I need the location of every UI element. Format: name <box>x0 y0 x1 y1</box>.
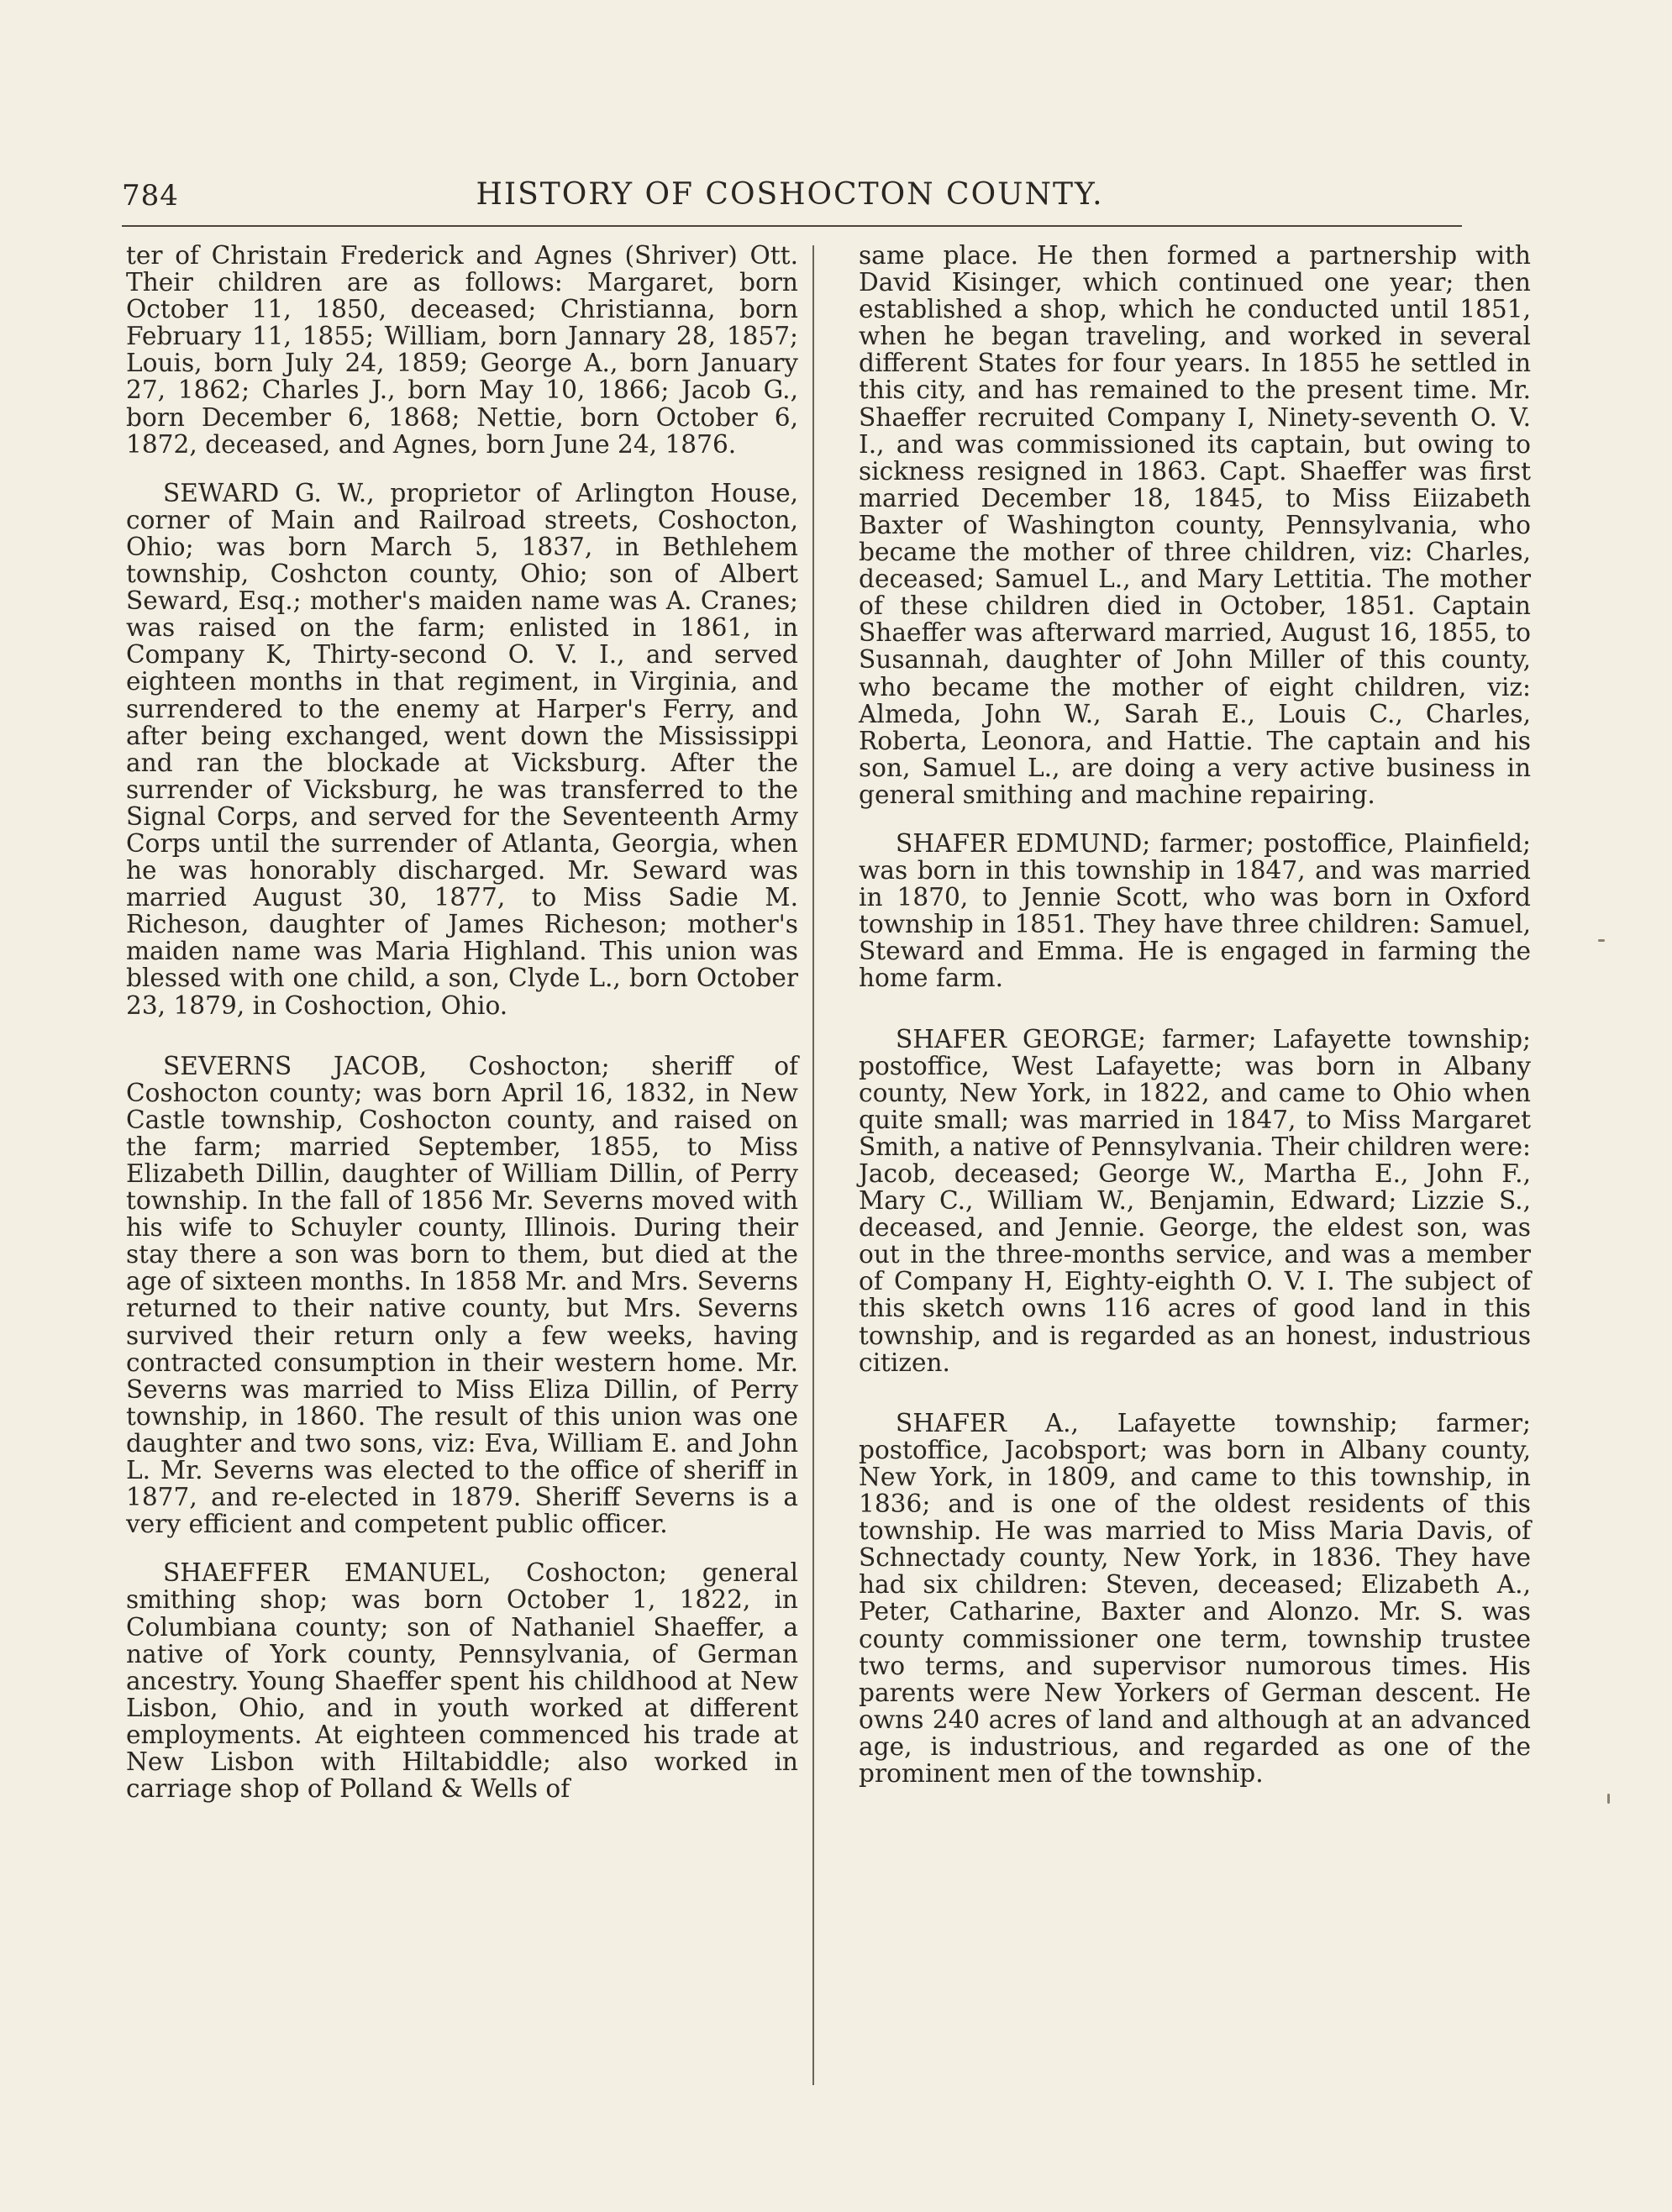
entry-severns: SEVERNS JACOB, Coshocton; sheriff of Coshocton county; was born April 16, 1832, in New Castle township, Coshocton county, and raised on the farm; married September, 1855, to Miss Elizabeth Dillin, daughter of William Dillin, of Perry township. In the fall of 1856 Mr. Severns moved with his wife to Schuyler county, Illinois. During their stay there a son was born to them, but died at the age of sixteen months. In 1858 Mr. and Mrs. Severns returned to their native county, but Mrs. Severns survived their return only a few weeks, having contracted consumption in their western home. Mr. Severns was married to Miss Eliza Dillin, of Perry township, in 1860. The result of this union was one daughter and two sons, viz: Eva, William E. and John L. Mr. Severns was elected to the office of sheriff in 1877, and re-elected in 1879. Sheriff Severns is a very efficient and competent public officer. <box>126 1051 798 1539</box>
page-header <box>122 172 1458 223</box>
left-column <box>126 242 798 1802</box>
entry-shaeffer-emanuel: SHAEFFER EMANUEL, Coshocton; general smithing shop; was born October 1, 1822, in Columbiana county; son of Nathaniel Shaeffer, a native of York county, Pennsylvania, of German ancestry. Young Shaeffer spent his childhood at New Lisbon, Ohio, and in youth worked at different employments. At eighteen commenced his trade at New Lisbon with Hiltabiddle; also worked in carriage shop of Polland & Wells of <box>126 1558 798 1804</box>
page-number: 784 <box>122 179 179 213</box>
right-column <box>859 242 1531 1787</box>
paragraph-ott-children: ter of Christain Frederick and Agnes (Shriver) Ott. Their children are as follows: Margaret, born October 11, 1850, deceased; Christianna, born February 11, 1855; William, born Jannary 28, 1857; Louis, born July 24, 1859; George A., born January 27, 1862; Charles J., born May 10, 1866; Jacob G., born December 6, 1868; Nettie, born October 6, 1872, deceased, and Agnes, born June 24, 1876. <box>126 241 798 459</box>
entry-shafer-edmund: SHAFER EDMUND; farmer; postoffice, Plainfield; was born in this township in 1847, and was married in 1870, to Jennie Scott, who was born in Oxford township in 1851. They have three children: Samuel, Steward and Emma. He is engaged in farming the home farm. <box>859 828 1531 993</box>
entry-shafer-a: SHAFER A., Lafayette township; farmer; postoffice, Jacobsport; was born in Albany county, New York, in 1809, and came to this township, in 1836; and is one of the oldest residents of this township. He was married to Miss Maria Davis, of Schnectady county, New York, in 1836. They have had six children: Steven, deceased; Elizabeth A., Peter, Catharine, Baxter and Alonzo. Mr. S. was county commissioner one term, township trustee two terms, and supervisor numorous times. His parents were New Yorkers of German descent. He owns 240 acres of land and although at an advanced age, is industrious, and regarded as one of the prominent men of the township. <box>859 1408 1531 1788</box>
header-rule <box>122 225 1462 227</box>
entry-shafer-george: SHAFER GEORGE; farmer; Lafayette township; postoffice, West Lafayette; was born in Albany county, New York, in 1822, and came to Ohio when quite small; was married in 1847, to Miss Margaret Smith, a native of Pennsylvania. Their children were: Jacob, deceased; George W., Martha E., John F., Mary C., William W., Benjamin, Edward; Lizzie S., deceased, and Jennie. George, the eldest son, was out in the three-months service, and was a member of Company H, Eighty-eighth O. V. I. The subject of this sketch owns 116 acres of good land in this township, and is regarded as an honest, industrious citizen. <box>859 1024 1531 1377</box>
paragraph-shaeffer-continued: same place. He then formed a partnership with David Kisinger, which continued one year; then established a shop, which he conducted until 1851, when he began traveling, and worked in several different States for four years. In 1855 he settled in this city, and has remained to the present time. Mr. Shaeffer recruited Company I, Ninety-seventh O. V. I., and was commissioned its captain, but owing to sickness resigned in 1863. Capt. Shaeffer was first married December 18, 1845, to Miss Eiizabeth Baxter of Washington county, Pennsylvania, who became the mother of three children, viz: Charles, deceased; Samuel L., and Mary Lettitia. The mother of these children died in October, 1851. Captain Shaeffer was afterward married, August 16, 1855, to Susannah, daughter of John Miller of this county, who became the mother of eight children, viz: Almeda, John W., Sarah E., Louis C., Charles, Roberta, Leonora, and Hattie. The captain and his son, Samuel L., are doing a very active business in general smithing and machine repairing. <box>859 241 1531 809</box>
column-divider <box>812 245 814 2085</box>
entry-seward: SEWARD G. W., proprietor of Arlington House, corner of Main and Railroad streets, Coshocton, Ohio; was born March 5, 1837, in Bethlehem township, Coshcton county, Ohio; son of Albert Seward, Esq.; mother's maiden name was A. Cranes; was raised on the farm; enlisted in 1861, in Company K, Thirty-second O. V. I., and served eighteen months in that regiment, in Virginia, and surrendered to the enemy at Harper's Ferry, and after being exchanged, went down the Mississippi and ran the blockade at Vicksburg. After the surrender of Vicksburg, he was transferred to the Signal Corps, and served for the Seventeenth Army Corps until the surrender of Atlanta, Georgia, when he was honorably discharged. Mr. Seward was married August 30, 1877, to Miss Sadie M. Richeson, daughter of James Richeson; mother's maiden name was Maria Highland. This union was blessed with one child, a son, Clyde L., born October 23, 1879, in Coshoction, Ohio. <box>126 478 798 1020</box>
running-head: HISTORY OF COSHOCTON COUNTY. <box>476 177 1104 212</box>
paper-speck <box>1598 939 1605 942</box>
paper-speck <box>1607 1794 1610 1804</box>
